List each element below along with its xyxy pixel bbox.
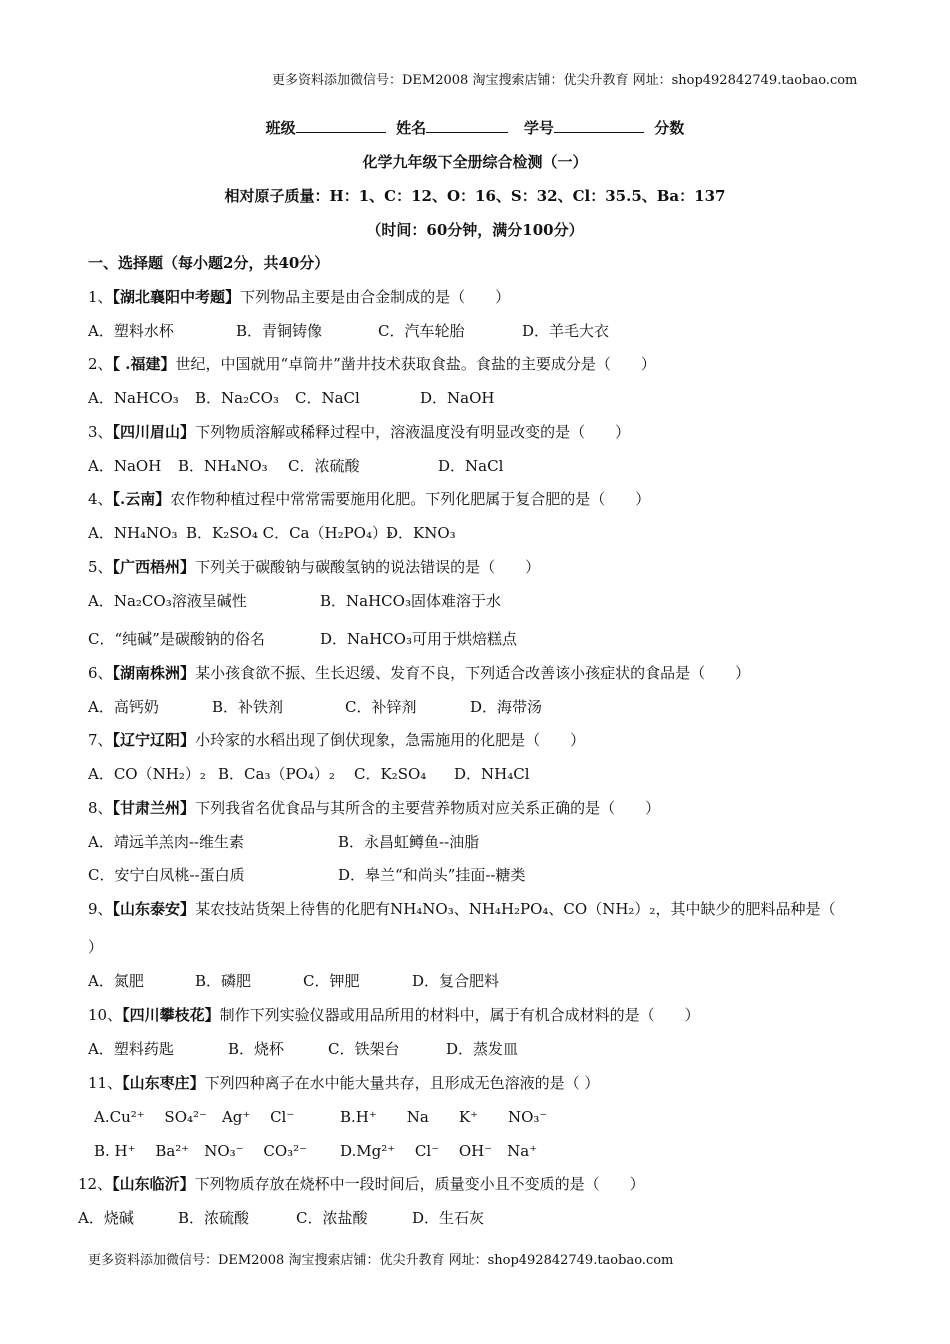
option[interactable]: D．羊毛大衣 [522,322,610,340]
option[interactable]: D．复合肥料 [412,972,500,990]
option[interactable]: C．补锌剂 [345,698,417,716]
question-1: 1、【湖北襄阳中考题】下列物品主要是由合金制成的是（ ） [88,288,511,306]
option[interactable]: C．铁架台 [328,1040,400,1058]
option[interactable]: A.Cu²⁺ SO₄²⁻ Ag⁺ Cl⁻ [94,1108,295,1126]
option[interactable]: D.Mg²⁺ Cl⁻ OH⁻ Na⁺ [340,1142,538,1160]
option[interactable]: C．钾肥 [303,972,360,990]
option[interactable]: C．K₂SO₄ [354,765,427,783]
class-label: 班级 [265,119,296,137]
option[interactable]: B．NH₄NO₃ [178,457,268,475]
question-10: 10、【四川攀枝花】制作下列实验仪器或用品所用的材料中，属于有机合成材料的是（ ） [88,1006,700,1024]
question-9-continued: ） [88,938,104,956]
score-label: 分数 [654,119,685,137]
option[interactable]: C．安宁白凤桃--蛋白质 [88,866,245,884]
option[interactable]: D．生石灰 [412,1209,485,1227]
student-info-form [0,117,950,138]
question-12: 12、【山东临沂】下列物质存放在烧杯中一段时间后，质量变小且不变质的是（ ） [78,1175,645,1193]
question-3: 3、【四川眉山】下列物质溶解或稀释过程中，溶液温度没有明显改变的是（ ） [88,423,631,441]
option[interactable]: B．烧杯 [228,1040,285,1058]
option[interactable]: D．NaOH [420,389,495,407]
option[interactable]: A．NaHCO₃ [88,389,179,407]
option[interactable]: B．青铜铸像 [236,322,323,340]
option[interactable]: C．浓硫酸 [288,457,360,475]
name-label: 姓名 [396,119,427,137]
exam-title: 化学九年级下全册综合检测（一） [362,153,588,171]
page-footer: 更多资料添加微信号：DEM2008 淘宝搜索店铺：优尖升教育 网址：shop492842749.taobao.com [88,1253,674,1268]
question-5: 5、【广西梧州】下列关于碳酸钠与碳酸氢钠的说法错误的是（ ） [88,558,541,576]
option[interactable]: A．高钙奶 [88,698,159,716]
section-heading: 一、选择题（每小题2分，共40分） [88,254,330,272]
option[interactable]: C．汽车轮胎 [378,322,465,340]
option[interactable]: A．氮肥 [88,972,144,990]
option[interactable]: A．靖远羊羔肉--维生素 [88,833,244,851]
option[interactable]: A．Na₂CO₃溶液呈碱性 [88,592,247,610]
option[interactable]: B．磷肥 [195,972,252,990]
option[interactable]: D．皋兰“和尚头”挂面--糖类 [338,866,526,884]
class-blank[interactable] [296,118,386,133]
option[interactable]: A．NaOH [88,457,162,475]
option[interactable]: D．蒸发皿 [446,1040,519,1058]
option[interactable]: C．“纯碱”是碳酸钠的俗名 [88,630,265,648]
option[interactable]: B．补铁剂 [212,698,284,716]
question-8: 8、【甘肃兰州】下列我省名优食品与其所含的主要营养物质对应关系正确的是（ ） [88,799,661,817]
option[interactable]: B. H⁺ Ba²⁺ NO₃⁻ CO₃²⁻ [94,1142,308,1160]
option[interactable]: A．烧碱 [78,1209,134,1227]
option[interactable]: C．浓盐酸 [296,1209,368,1227]
option[interactable]: D．NH₄Cl [454,765,530,783]
option[interactable]: A．CO（NH₂）₂ [88,765,206,783]
question-6: 6、【湖南株洲】某小孩食欲不振、生长迟缓、发育不良，下列适合改善该小孩症状的食品是（ ） [88,664,751,682]
time-info: （时间：60分钟，满分100分） [366,221,584,239]
question-2: 2、【 .福建】世纪，中国就用“卓筒井”凿井技术获取食盐。食盐的主要成分是（ ） [88,355,656,373]
option[interactable]: A．塑料药匙 [88,1040,174,1058]
id-blank[interactable] [554,118,644,133]
question-7: 7、【辽宁辽阳】小玲家的水稻出现了倒伏现象，急需施用的化肥是（ ） [88,731,586,749]
atomic-mass-line: 相对原子质量：H：1、C：12、O：16、S：32、Cl：35.5、Ba：137 [224,187,726,205]
option[interactable]: B．NaHCO₃固体难溶于水 [320,592,501,610]
option[interactable]: B．浓硫酸 [178,1209,250,1227]
option[interactable]: D．NaHCO₃可用于烘焙糕点 [320,630,517,648]
option[interactable]: B.H⁺ Na K⁺ NO₃⁻ [340,1108,548,1126]
page-header: 更多资料添加微信号：DEM2008 淘宝搜索店铺：优尖升教育 网址：shop492842749.taobao.com [272,73,858,88]
id-label: 学号 [523,119,554,137]
option[interactable]: D．KNO₃ [386,524,456,542]
option[interactable]: C．NaCl [295,389,360,407]
question-11: 11、【山东枣庄】下列四种离子在水中能大量共存，且形成无色溶液的是（ ） [88,1074,600,1092]
question-9: 9、【山东泰安】某农技站货架上待售的化肥有NH₄NO₃、NH₄H₂PO₄、CO（NH₂）₂，其中缺少的肥料品种是（ [88,900,836,918]
option[interactable]: B．K₂SO₄ C．Ca（H₂PO₄）₂ [186,524,394,542]
question-4: 4、【.云南】农作物种植过程中常常需要施用化肥。下列化肥属于复合肥的是（ ） [88,490,651,508]
option[interactable]: B．Na₂CO₃ [195,389,279,407]
option[interactable]: A．塑料水杯 [88,322,174,340]
option[interactable]: A．NH₄NO₃ [88,524,178,542]
option[interactable]: B．永昌虹鳟鱼--油脂 [338,833,480,851]
option[interactable]: D．NaCl [438,457,504,475]
option[interactable]: B．Ca₃（PO₄）₂ [218,765,335,783]
name-blank[interactable] [426,118,508,133]
option[interactable]: D．海带汤 [470,698,543,716]
